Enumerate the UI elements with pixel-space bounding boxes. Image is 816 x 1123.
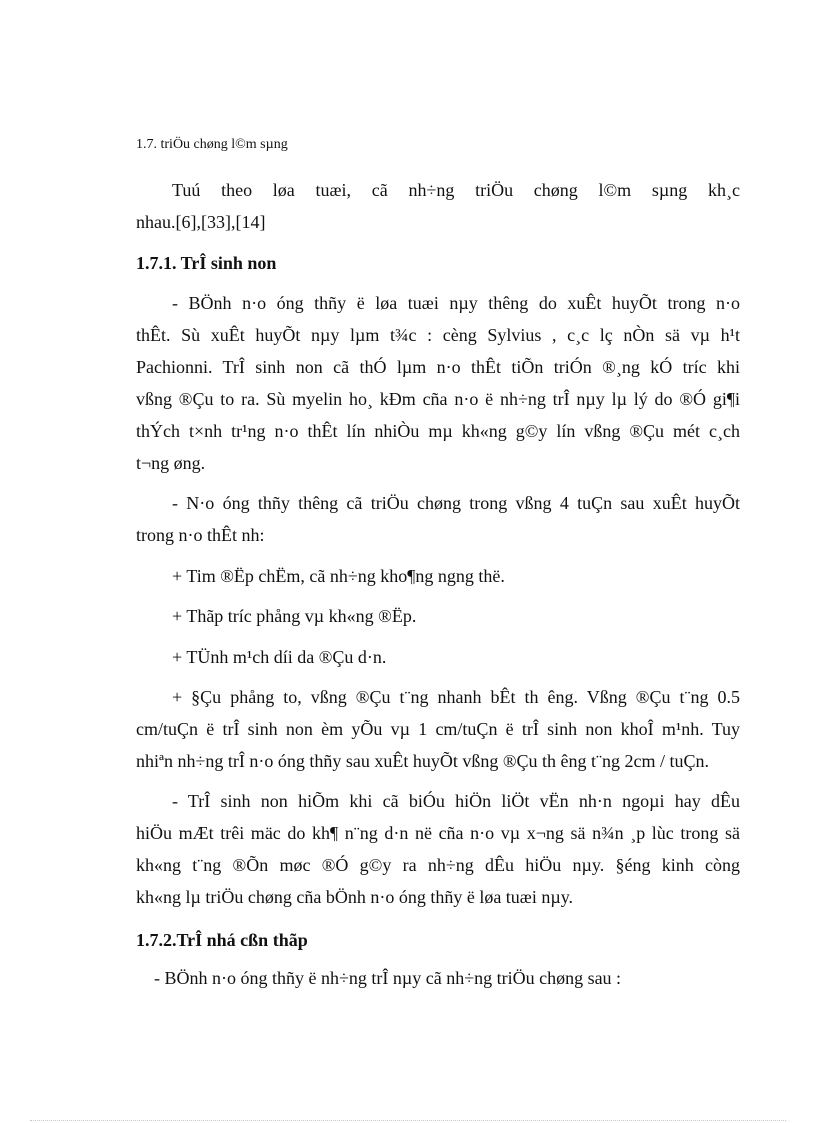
bullet-heart-rate: + Tim ®Ëp chËm, cã nh÷ng kho¶ng ngng thë.: [172, 566, 505, 586]
para1-line-6: t¬ng øng.: [136, 453, 206, 473]
section-title: 1.7. triÖu chøng l©m sµng: [136, 137, 288, 152]
para4-line-3: kh«ng t¨ng ®Õn møc ®Ó g©y ra nh÷ng dÊu hiÖu nµy. §éng kinh còng: [136, 855, 740, 875]
para1-line-3: Pachionni. TrÎ sinh non cã thÓ lµm n·o thÊt tiÕn triÓn ®¸ng kÓ tríc khi: [136, 357, 740, 377]
para1-line-2: thÊt. Sù xuÊt huyÕt nµy lµm t¾c : cèng Sylvius , c¸c lç nÒn sä vµ h¹t: [136, 325, 740, 345]
intro-line-1: Tuú theo løa tuæi, cã nh÷ng triÖu chøng l©m sµng kh¸c: [172, 180, 740, 200]
para1-line-5: thÝch t×nh tr¹ng n·o thÊt lín nhiÒu mµ kh«ng g©y lín vßng ®Çu mét c¸ch: [136, 421, 740, 441]
page-bottom-divider: [30, 1120, 786, 1121]
para2-line-2: trong n·o thÊt nh:: [136, 525, 265, 545]
para5-line-1: - BÖnh n·o óng thñy ë nh÷ng trÎ nµy cã nh÷ng triÖu chøng sau :: [154, 968, 622, 988]
para3-line-3: nhiªn nh÷ng trÎ n·o óng thñy sau xuÊt huyÕt vßng ®Çu th êng t¨ng 2cm / tuÇn.: [136, 751, 709, 771]
subsection-title-1: 1.7.1. TrÎ sinh non: [136, 253, 277, 273]
para3-line-2: cm/tuÇn ë trÎ sinh non èm yÕu vµ 1 cm/tuÇn ë trÎ sinh non khoÎ m¹nh. Tuy: [136, 719, 740, 739]
para4-line-4: kh«ng lµ triÖu chøng cña bÖnh n·o óng thñy ë løa tuæi nµy.: [136, 887, 574, 907]
para4-line-1: - TrÎ sinh non hiÕm khi cã biÓu hiÖn liÖt vËn nh·n ngoµi hay dÊu: [172, 791, 740, 811]
bullet-scalp-veins: + TÜnh m¹ch díi da ®Çu d·n.: [172, 647, 387, 667]
para2-line-1: - N·o óng thñy thêng cã triÖu chøng trong vßng 4 tuÇn sau xuÊt huyÕt: [172, 493, 740, 513]
bullet-fontanelle: + Thãp tríc phång vµ kh«ng ®Ëp.: [172, 606, 417, 626]
para1-line-4: vßng ®Çu to ra. Sù myelin ho¸ kÐm cña n·o ë nh÷ng trÎ nµy lµ lý do ®Ó gi¶i: [136, 389, 740, 409]
intro-line-2: nhau.[6],[33],[14]: [136, 212, 266, 232]
para3-line-1: + §Çu phång to, vßng ®Çu t¨ng nhanh bÊt th êng. Vßng ®Çu t¨ng 0.5: [172, 687, 740, 707]
para4-line-2: hiÖu mÆt trêi mäc do kh¶ n¨ng d·n në cña n·o vµ x¬ng sä n¾n ¸p lùc trong sä: [136, 823, 740, 843]
subsection-title-2: 1.7.2.TrÎ nhá cßn thãp: [136, 930, 308, 950]
para1-line-1: - BÖnh n·o óng thñy ë løa tuæi nµy thêng do xuÊt huyÕt trong n·o: [172, 293, 740, 313]
